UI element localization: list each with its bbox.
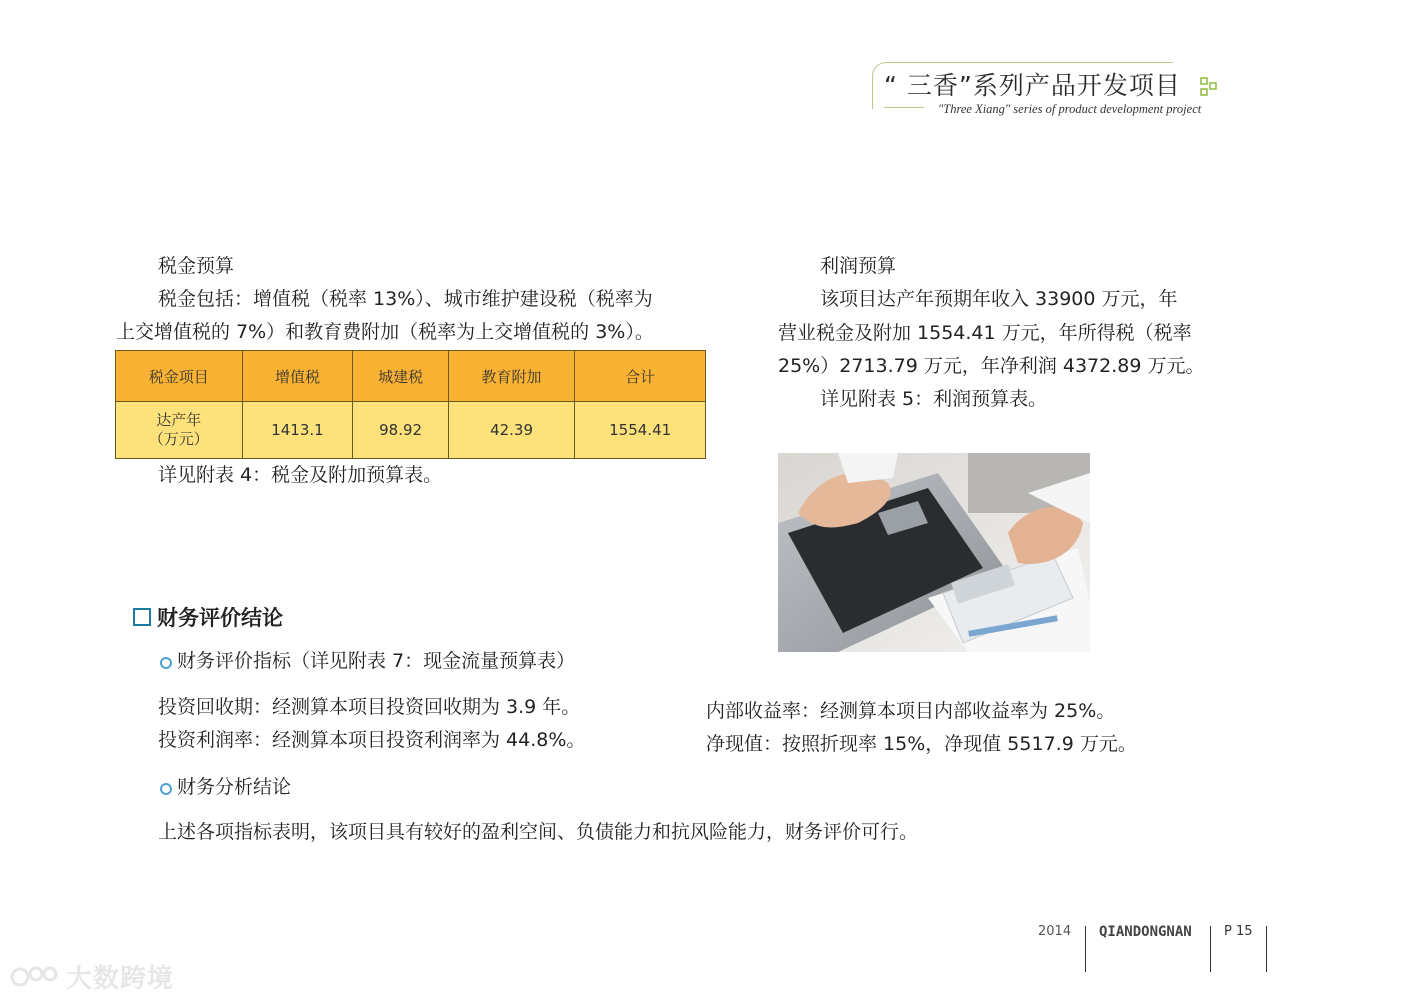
tax-table-header: 教育附加 bbox=[448, 351, 575, 402]
footer-year: 2014 bbox=[1038, 924, 1072, 939]
tax-table-cell: 1554.41 bbox=[575, 402, 706, 459]
tax-table-header: 税金项目 bbox=[116, 351, 243, 402]
npv-text: 净现值：按照折现率 15%，净现值 5517.9 万元。 bbox=[706, 733, 1137, 755]
header-divider bbox=[884, 107, 924, 108]
tax-paragraph-line1: 税金包括：增值税（税率 13%）、城市维护建设税（税率为 bbox=[158, 288, 653, 310]
roi-text: 投资利润率：经测算本项目投资利润率为 44.8%。 bbox=[158, 729, 586, 751]
header-title: “ 三香”系列产品开发项目 bbox=[884, 71, 1181, 100]
tax-heading: 税金预算 bbox=[158, 255, 235, 277]
tax-table-row bbox=[116, 402, 706, 459]
profit-line3: 25%）2713.79 万元，年净利润 4372.89 万元。 bbox=[778, 355, 1205, 377]
section-square-icon bbox=[133, 608, 151, 626]
row-label-line2: （万元） bbox=[148, 430, 209, 448]
watermark-text: 大数跨境 bbox=[66, 964, 175, 994]
tax-table-cell: 1413.1 bbox=[242, 402, 353, 459]
conclusion-title: 财务评价结论 bbox=[157, 606, 283, 630]
profit-line2: 营业税金及附加 1554.41 万元，年所得税（税率 bbox=[778, 322, 1192, 344]
tax-table-cell: 98.92 bbox=[353, 402, 448, 459]
tax-table-header-row bbox=[116, 351, 706, 402]
tax-table-header: 合计 bbox=[575, 351, 706, 402]
analysis-text: 上述各项指标表明，该项目具有较好的盈利空间、负债能力和抗风险能力，财务评价可行。 bbox=[158, 821, 919, 843]
tax-note: 详见附表 4：税金及附加预算表。 bbox=[158, 464, 443, 486]
tax-table-header: 增值税 bbox=[242, 351, 353, 402]
profit-heading: 利润预算 bbox=[820, 255, 897, 277]
payback-text: 投资回收期：经测算本项目投资回收期为 3.9 年。 bbox=[158, 696, 581, 718]
footer-divider bbox=[1210, 926, 1211, 972]
tax-table-header: 城建税 bbox=[353, 351, 448, 402]
footer-divider bbox=[1266, 926, 1267, 972]
profit-line1: 该项目达产年预期年收入 33900 万元，年 bbox=[820, 288, 1178, 310]
circle-bullet-icon bbox=[160, 783, 172, 795]
footer-brand: QIANDONGNAN bbox=[1099, 924, 1192, 940]
watermark-logo-icon bbox=[10, 962, 62, 992]
laptop-calculator-photo bbox=[778, 453, 1090, 652]
row-label-line1: 达产年 bbox=[156, 411, 202, 429]
irr-text: 内部收益率：经测算本项目内部收益率为 25%。 bbox=[706, 700, 1116, 722]
circle-bullet-icon bbox=[160, 657, 172, 669]
page-number: P 15 bbox=[1224, 924, 1253, 939]
analysis-label: 财务分析结论 bbox=[177, 776, 292, 798]
tax-table-cell: 42.39 bbox=[448, 402, 575, 459]
header-subtitle: "Three Xiang" series of product development project bbox=[938, 102, 1202, 116]
tax-table bbox=[115, 350, 706, 459]
footer-divider bbox=[1085, 926, 1086, 972]
indicators-label: 财务评价指标（详见附表 7：现金流量预算表） bbox=[177, 650, 576, 672]
tax-table-row-label bbox=[116, 402, 243, 459]
tax-paragraph-line2: 上交增值税的 7%）和教育费附加（税率为上交增值税的 3%）。 bbox=[116, 321, 654, 343]
profit-note: 详见附表 5：利润预算表。 bbox=[820, 388, 1048, 410]
header-squares-icon bbox=[1200, 76, 1220, 96]
